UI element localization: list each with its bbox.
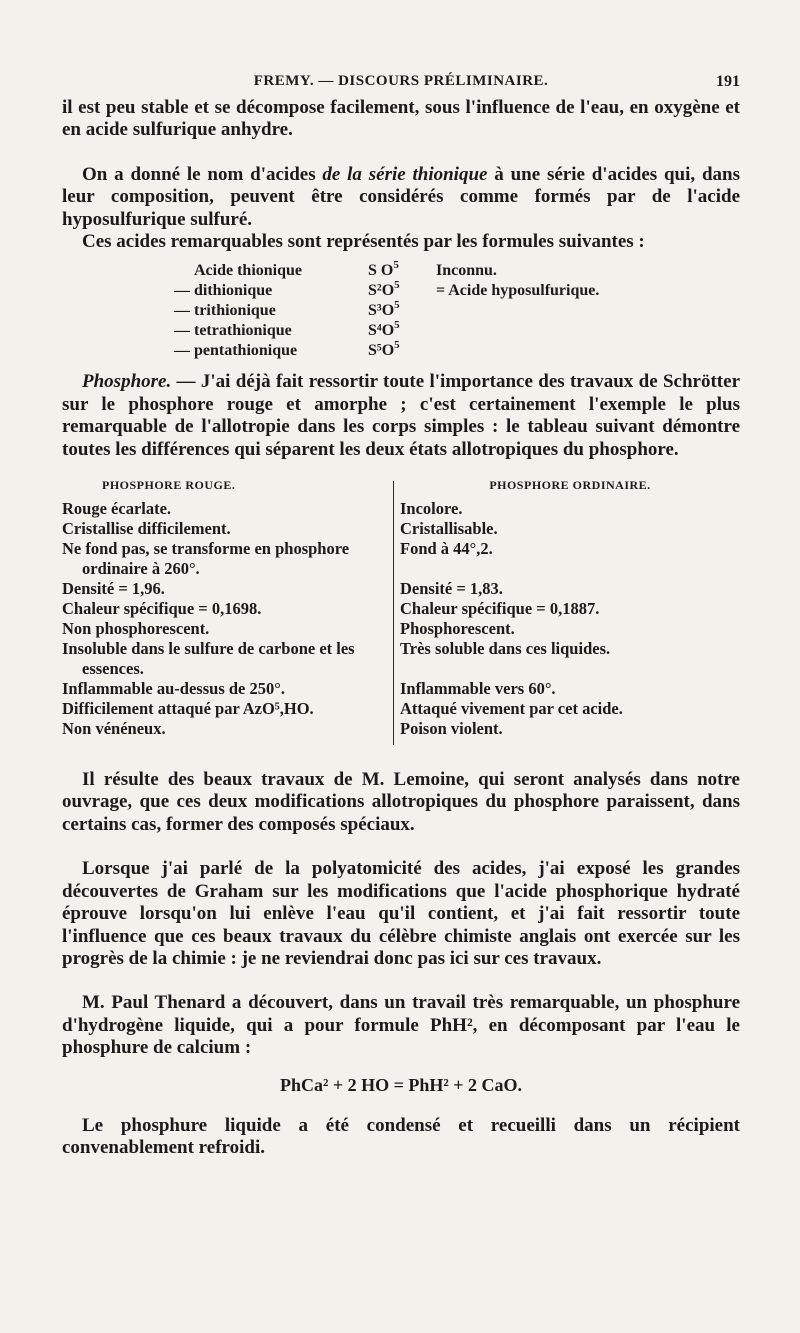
red-phosphorus-row: ordinaire à 260°. xyxy=(82,559,200,579)
thionic-row xyxy=(174,261,599,281)
acid-prefix: — xyxy=(174,342,190,360)
ordinary-phosphorus-row: Cristallisable. xyxy=(400,519,498,539)
red-phosphorus-row: Non phosphorescent. xyxy=(62,619,210,639)
acid-formula-base: S³O xyxy=(368,302,395,320)
acid-formula-sup: 5 xyxy=(394,339,400,352)
paragraph-2-emphasis: de la série thionique xyxy=(322,163,488,185)
acid-formula xyxy=(368,301,436,321)
acid-name: trithionique xyxy=(194,302,276,320)
paragraph-2-start: On a donné le nom d'acides xyxy=(82,163,323,185)
chemical-equation: PhCa² + 2 HO = PhH² + 2 CaO. xyxy=(279,1074,523,1095)
paragraph-2-end: à une série d'acides qui, dans leur composition, peuvent être considérés comme formés par de l'acide hyposulfurique sulfuré. xyxy=(62,163,740,230)
thionic-row xyxy=(174,301,599,321)
acid-prefix: — xyxy=(174,322,190,340)
ordinary-phosphorus-row: Phosphorescent. xyxy=(400,619,515,639)
acid-formula-base: S⁵O xyxy=(368,342,395,360)
acid-note xyxy=(436,341,599,361)
paragraph-phosphore xyxy=(62,371,740,461)
ordinary-phosphorus-row: Très soluble dans ces liquides. xyxy=(400,639,611,659)
acid-note xyxy=(436,301,599,321)
paragraph-lemoine: Il résulte des beaux travaux de M. Lemoine, qui seront analysés dans notre ouvrage, que ces deux modifications allotropiques du phosphore paraissent, dans certains cas, former des composés spéciaux. xyxy=(62,769,740,835)
acid-formula-base: S²O xyxy=(368,282,395,300)
paragraph-graham: Lorsque j'ai parlé de la polyatomicité des acides, j'ai exposé les grandes découvertes de Graham sur les modifications que l'acide phosphorique hydraté éprouve lorsqu'on lui enlève l'eau qu'il contient, et j'ai fait ressortir toute l'influence que ces beaux travaux du célèbre chimiste anglais ont exercée sur les progrès de la chimie : je ne reviendrai donc pas ici sur ces travaux. xyxy=(62,858,740,969)
red-phosphorus-row: Insoluble dans le sulfure de carbone et les xyxy=(62,639,355,659)
acid-name: pentathionique xyxy=(194,342,298,360)
red-phosphorus-row: Rouge écarlate. xyxy=(62,499,172,519)
paragraph-1: il est peu stable et se décompose facilement, sous l'influence de l'eau, en oxygène et en acide sulfurique anhydre. xyxy=(62,97,740,141)
thionic-row xyxy=(174,321,599,341)
acid-formula-sup: 5 xyxy=(394,279,400,292)
thionic-row xyxy=(174,341,599,361)
red-phosphorus-row: Inflammable au-dessus de 250°. xyxy=(62,679,285,699)
acid-prefix: — xyxy=(174,282,190,300)
acid-prefix: — xyxy=(174,302,190,320)
phosphorus-comparison-table xyxy=(62,475,740,750)
red-phosphorus-row: essences. xyxy=(82,659,144,679)
red-phosphorus-heading: PHOSPHORE ROUGE. xyxy=(102,478,236,493)
acid-formula-sup: 5 xyxy=(394,319,400,332)
red-phosphorus-row: Cristallise difficilement. xyxy=(62,519,231,539)
acid-formula-base: S O xyxy=(368,262,394,280)
paragraph-thenard: M. Paul Thenard a découvert, dans un travail très remarquable, un phosphure d'hydrogène liquide, qui a pour formule PhH², en décomposant par l'eau le phosphure de calcium : xyxy=(62,992,740,1059)
ordinary-phosphorus-heading: PHOSPHORE ORDINAIRE. xyxy=(489,478,651,493)
thionic-acid-table xyxy=(174,261,599,361)
ordinary-phosphorus-row: Fond à 44°,2. xyxy=(400,539,493,559)
acid-note: = Acide hyposulfurique. xyxy=(436,282,600,300)
acid-note xyxy=(436,321,599,341)
ordinary-phosphorus-row: Chaleur spécifique = 0,1887. xyxy=(400,599,600,619)
ordinary-phosphorus-row: Poison violent. xyxy=(400,719,503,739)
page-number: 191 xyxy=(716,73,740,90)
acid-prefix xyxy=(174,261,194,281)
paragraph-phosphore-text: — J'ai déjà fait ressortir toute l'importance des travaux de Schrötter sur le phosphore rouge et amorphe ; c'est certainement l'exemple le plus remarquable de l'allotropie dans les corps simples : le tableau suivant démontre toutes les différences qui séparent les deux états allotropiques du phosphore. xyxy=(62,371,740,460)
acid-note: Inconnu. xyxy=(436,262,497,280)
acid-formula-sup: 5 xyxy=(394,299,400,312)
acid-formula xyxy=(368,261,436,281)
ordinary-phosphorus-column xyxy=(400,475,740,739)
ordinary-phosphorus-row: Incolore. xyxy=(400,499,463,519)
red-phosphorus-row: Non vénéneux. xyxy=(62,719,166,739)
red-phosphorus-row: Ne fond pas, se transforme en phosphore xyxy=(62,539,350,559)
running-header xyxy=(62,73,740,95)
red-phosphorus-row: Difficilement attaqué par AzO⁵,HO. xyxy=(62,699,314,719)
paragraph-3: Ces acides remarquables sont représentés par les formules suivantes : xyxy=(82,231,645,253)
paragraph-final: Le phosphure liquide a été condensé et recueilli dans un récipient convenablement refroidi. xyxy=(62,1114,740,1159)
acid-formula-sup: 5 xyxy=(393,259,399,272)
section-title-phosphore: Phosphore. xyxy=(82,371,172,393)
ordinary-phosphorus-row: Inflammable vers 60°. xyxy=(400,679,556,699)
red-phosphorus-column xyxy=(62,475,384,739)
column-divider xyxy=(393,481,394,745)
acid-formula xyxy=(368,321,436,341)
acid-name: Acide thionique xyxy=(194,262,303,280)
red-phosphorus-row: Chaleur spécifique = 0,1698. xyxy=(62,599,262,619)
paragraph-2 xyxy=(62,164,740,231)
ordinary-phosphorus-row xyxy=(400,559,740,579)
ordinary-phosphorus-row: Attaqué vivement par cet acide. xyxy=(400,699,623,719)
page-body xyxy=(62,97,740,1160)
acid-name: tetrathionique xyxy=(194,322,292,340)
acid-name: dithionique xyxy=(194,282,273,300)
acid-formula xyxy=(368,341,436,361)
acid-formula-base: S⁴O xyxy=(368,322,395,340)
red-phosphorus-row: Densité = 1,96. xyxy=(62,579,165,599)
running-title: FREMY. — DISCOURS PRÉLIMINAIRE. xyxy=(253,73,549,89)
ordinary-phosphorus-row xyxy=(400,659,740,679)
ordinary-phosphorus-row: Densité = 1,83. xyxy=(400,579,503,599)
thionic-row xyxy=(174,281,599,301)
acid-formula xyxy=(368,281,436,301)
